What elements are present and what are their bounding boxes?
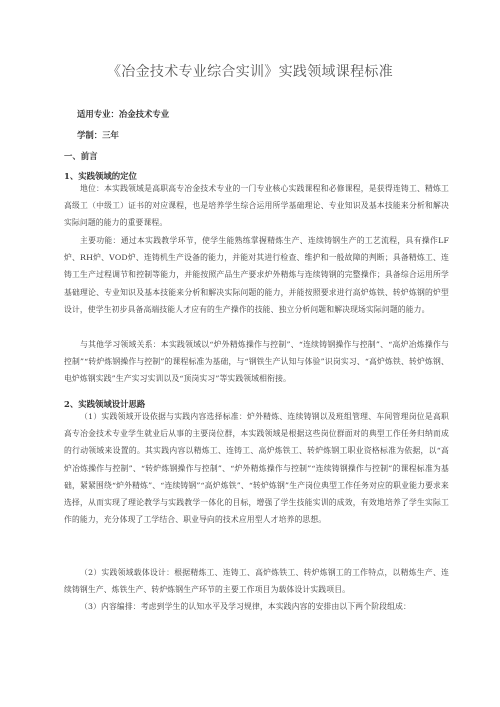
- paragraph-carrier: （2）实践领域载体设计：根据精炼工、连铸工、高炉炼铁工、转炉炼钢工的工作特点，以精炼生产、连续铸钢生产、炼铁生产、转炉炼钢生产环节的主要工作项目为载体设计实践项目。: [64, 568, 449, 595]
- paragraph-main-function: 主要功能：通过本实践教学环节，使学生能熟练掌握精炼生产、连续铸钢生产的工艺流程，具有操作LF炉、RH炉、VOD炉、连铸机生产设备的能力，并能对其进行检查、维护和一般故障的判断；具备精炼工、连铸工生产过程调节和控制等能力，并能按照产品生产要求炉外精炼与连续铸钢的完整操作；具备综合运用所学基础理论、专业知识及基本技能来分析和解决实际问题的能力，并能按照要求进行高炉炼铁、转炉炼钢的炉型设计，使学生初步具备高端技能人才应有的生产操作的技能、独立分析问题和解决现场实际问题的能力。: [64, 236, 449, 314]
- subsection-heading-positioning: 1、实践领域的定位: [64, 171, 137, 181]
- document-title: 《冶金技术专业综合实训》实践领域课程标准: [107, 64, 393, 80]
- class-hours: 学制：三年: [77, 130, 119, 140]
- paragraph-status: 地位：本实践领域是高职高专冶金技术专业的一门专业核心实践课程和必修课程，是获得连铸工、精炼工高级工（中级工）证书的对应课程，也是培养学生综合运用所学基础理论、专业知识及基本技能来分析和解决实际问题的能力的重要课程。: [64, 184, 449, 228]
- paragraph-basis: （1）实践领域开设依据与实践内容选择标准：炉外精炼、连续铸钢以及班组管理、车间管理岗位是高职高专冶金技术专业学生就业后从事的主要岗位群，本实践领域是根据这些岗位群面对的典型工作任务归纳而成的行动领域来设置的。其实践内容以精炼工、连铸工、高炉炼铁工、转炉炼钢工职业资格标准为依据，以“高炉冶炼操作与控制”、“转炉炼钢操作与控制”、“炉外精炼操作与控制”“连续铸钢操作与控制”的课程标准为基础，紧紧围绕“炉外精炼”、“连续铸钢”“高炉炼铁”、“转炉炼钢”生产岗位典型工作任务对应的职业能力要求来选择，从而实现了理论教学与实践教学一体化的目标，增强了学生技能实训的成效，有效地培养了学生实际工作的能力，充分体现了工学结合、职业导向的技术应用型人才培养的思想。: [64, 412, 449, 525]
- subsection-heading-design: 2、实践领域设计思路: [64, 399, 146, 409]
- applicable-major: 适用专业：冶金技术专业: [77, 109, 170, 119]
- section-heading-preface: 一、前言: [64, 151, 98, 161]
- paragraph-arrangement: （3）内容编排：考虑到学生的认知水平及学习规律，本实践内容的安排由以下两个阶段组成：: [80, 602, 411, 611]
- paragraph-relations: 与其他学习领域关系：本实践领域以“炉外精炼操作与控制”、“连续铸钢操作与控制”、“高炉冶炼操作与控制”“转炉炼钢操作与控制”的课程标准为基础，与“钢铁生产认知与体验”识岗实习、“高炉炼铁、转炉炼钢、电炉炼钢实践”生产实习实训以及“顶岗实习”等实践领域相衔接。: [64, 340, 449, 384]
